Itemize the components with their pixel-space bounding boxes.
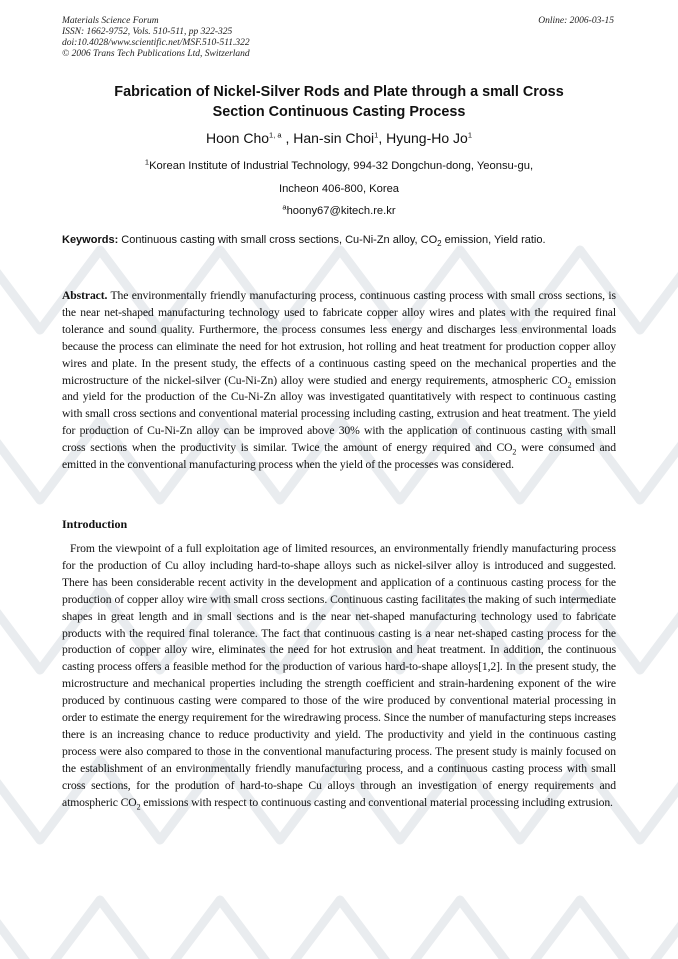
author-2-affil: 1 [374,130,379,140]
keywords [62,234,622,249]
author-list [62,128,616,148]
abstract-label: Abstract. [62,289,108,302]
abstract [62,288,616,474]
doi-line[interactable]: doi:10.4028/www.scientific.net/MSF.510-511.322 [62,38,250,48]
abstract-subscript-2: 2 [512,447,517,457]
journal-header [62,16,250,60]
author-3: Hyung-Ho Jo [386,130,468,146]
affiliation-marker: 1 [144,157,150,167]
affiliation [62,155,616,223]
introduction-body [62,541,616,812]
introduction-heading: Introduction [62,517,128,531]
introduction-subscript: 2 [136,801,141,811]
keywords-text: Continuous casting with small cross sections, Cu-Ni-Zn alloy, CO [118,234,438,246]
author-separator: , [378,130,387,146]
abstract-text-2: emission and yield for the production of the Cu-Ni-Zn alloy was investigated quantitatively with respect to continuous casting with small cross sections and conventional material processing including casting, extrusion and heat treatment. The yield for production of Cu-Ni-Zn alloy can be improved above 30% with the application of continuous casting with small cross sections when the productivity is similar. Twice the amount of energy required and CO [62,373,616,455]
paper-title [62,82,616,122]
keywords-subscript: 2 [437,239,442,249]
author-2: Han-sin Choi [293,130,375,146]
abstract-text-3: were consumed and emitted in the conventional manufacturing process when the yield of the processes was considered. [62,441,616,472]
copyright-line: © 2006 Trans Tech Publications Ltd, Switzerland [62,49,250,59]
introduction-text-2: emissions with respect to continuous casting and conventional material processing including extrusion. [140,795,613,809]
keywords-text-end: emission, Yield ratio. [441,234,546,246]
author-3-affil: 1 [467,130,472,140]
title-line-1: Fabrication of Nickel-Silver Rods and Plate through a small Cross [114,84,564,100]
keywords-label: Keywords: [62,234,119,246]
author-email[interactable]: $^a$hoony67@kitech.re.kr [282,202,396,217]
email-marker: a [282,202,287,212]
journal-name: Materials Science Forum [62,16,159,26]
author-1-affil: 1, a [269,130,282,140]
online-date: Online: 2006-03-15 [538,16,614,26]
title-line-2: Section Continuous Casting Process [212,104,466,120]
abstract-subscript-1: 2 [567,379,572,389]
affiliation-line-1: $^1$Korean Institute of Industrial Technology, 994-32 Dongchun-dong, Yeonsu-gu, [144,157,534,172]
issn-line: ISSN: 1662-9752, Vols. 510-511, pp 322-325 [62,27,233,37]
abstract-text-1: The environmentally friendly manufacturing process, continuous casting process with small cross sections, is the near net-shaped manufacturing technology used to fabricate copper alloy wires and plates with the required final tolerance and sound quality. Furthermore, the process consumes less energy and discharges less environmental loads because the process can eliminate the need for hot extrusion, hot rolling and heat treatment for production copper alloy wires and plate. In the present study, the effects of a continuous casting speed on the mechanical properties and the microstructure of the nickel-silver (Cu-Ni-Zn) alloy were studied and energy requirements, atmospheric CO [62,289,616,387]
author-separator: , [281,130,294,146]
affiliation-line-2: Incheon 406-800, Korea [278,182,400,195]
author-1: Hoon Cho [206,130,270,146]
introduction-text-1: From the viewpoint of a full exploitation age of limited resources, an environmentally friendly manufacturing process for the production of Cu alloy including hard-to-shape alloys such as nickel-silver alloy is introduced and suggested. There has been considerable recent activity in the development and application of a continuous casting process for the production of copper alloy wire with small cross sections. Continuous casting facilitates the making of such intermediate shapes in great length and in small sections and is the near net-shaped manufacturing technology used to fabricate products with the required final tolerance. The fact that continuous casting is a near net-shaped casting process for the production of copper alloy wire, eliminates the need for hot extrusion and heat treatment. In addition, the continuous casting process offers a feasible method for the production of various hard-to-shape alloys[1,2]. In the present study, the microstructure and mechanical properties including the strength coefficient and strain-hardening exponent of the wire produced by continuous casting were compared to those of the wire produced by conventional material processing in order to estimate the energy requirement for the wiredrawing process. Since the number of manufacturing steps increases there is an increasing chance to reduce productivity and yield. The productivity and yield in the continuous casting process were also compared to those in the conventional manufacturing process. The present study is mainly focused on the establishment of an environmentally friendly manufacturing process, and a continuous casting process with small cross sections, for the prodution of hard-to-shape Cu alloys through an investigation of energy requirements and atmospheric CO [62,542,616,809]
